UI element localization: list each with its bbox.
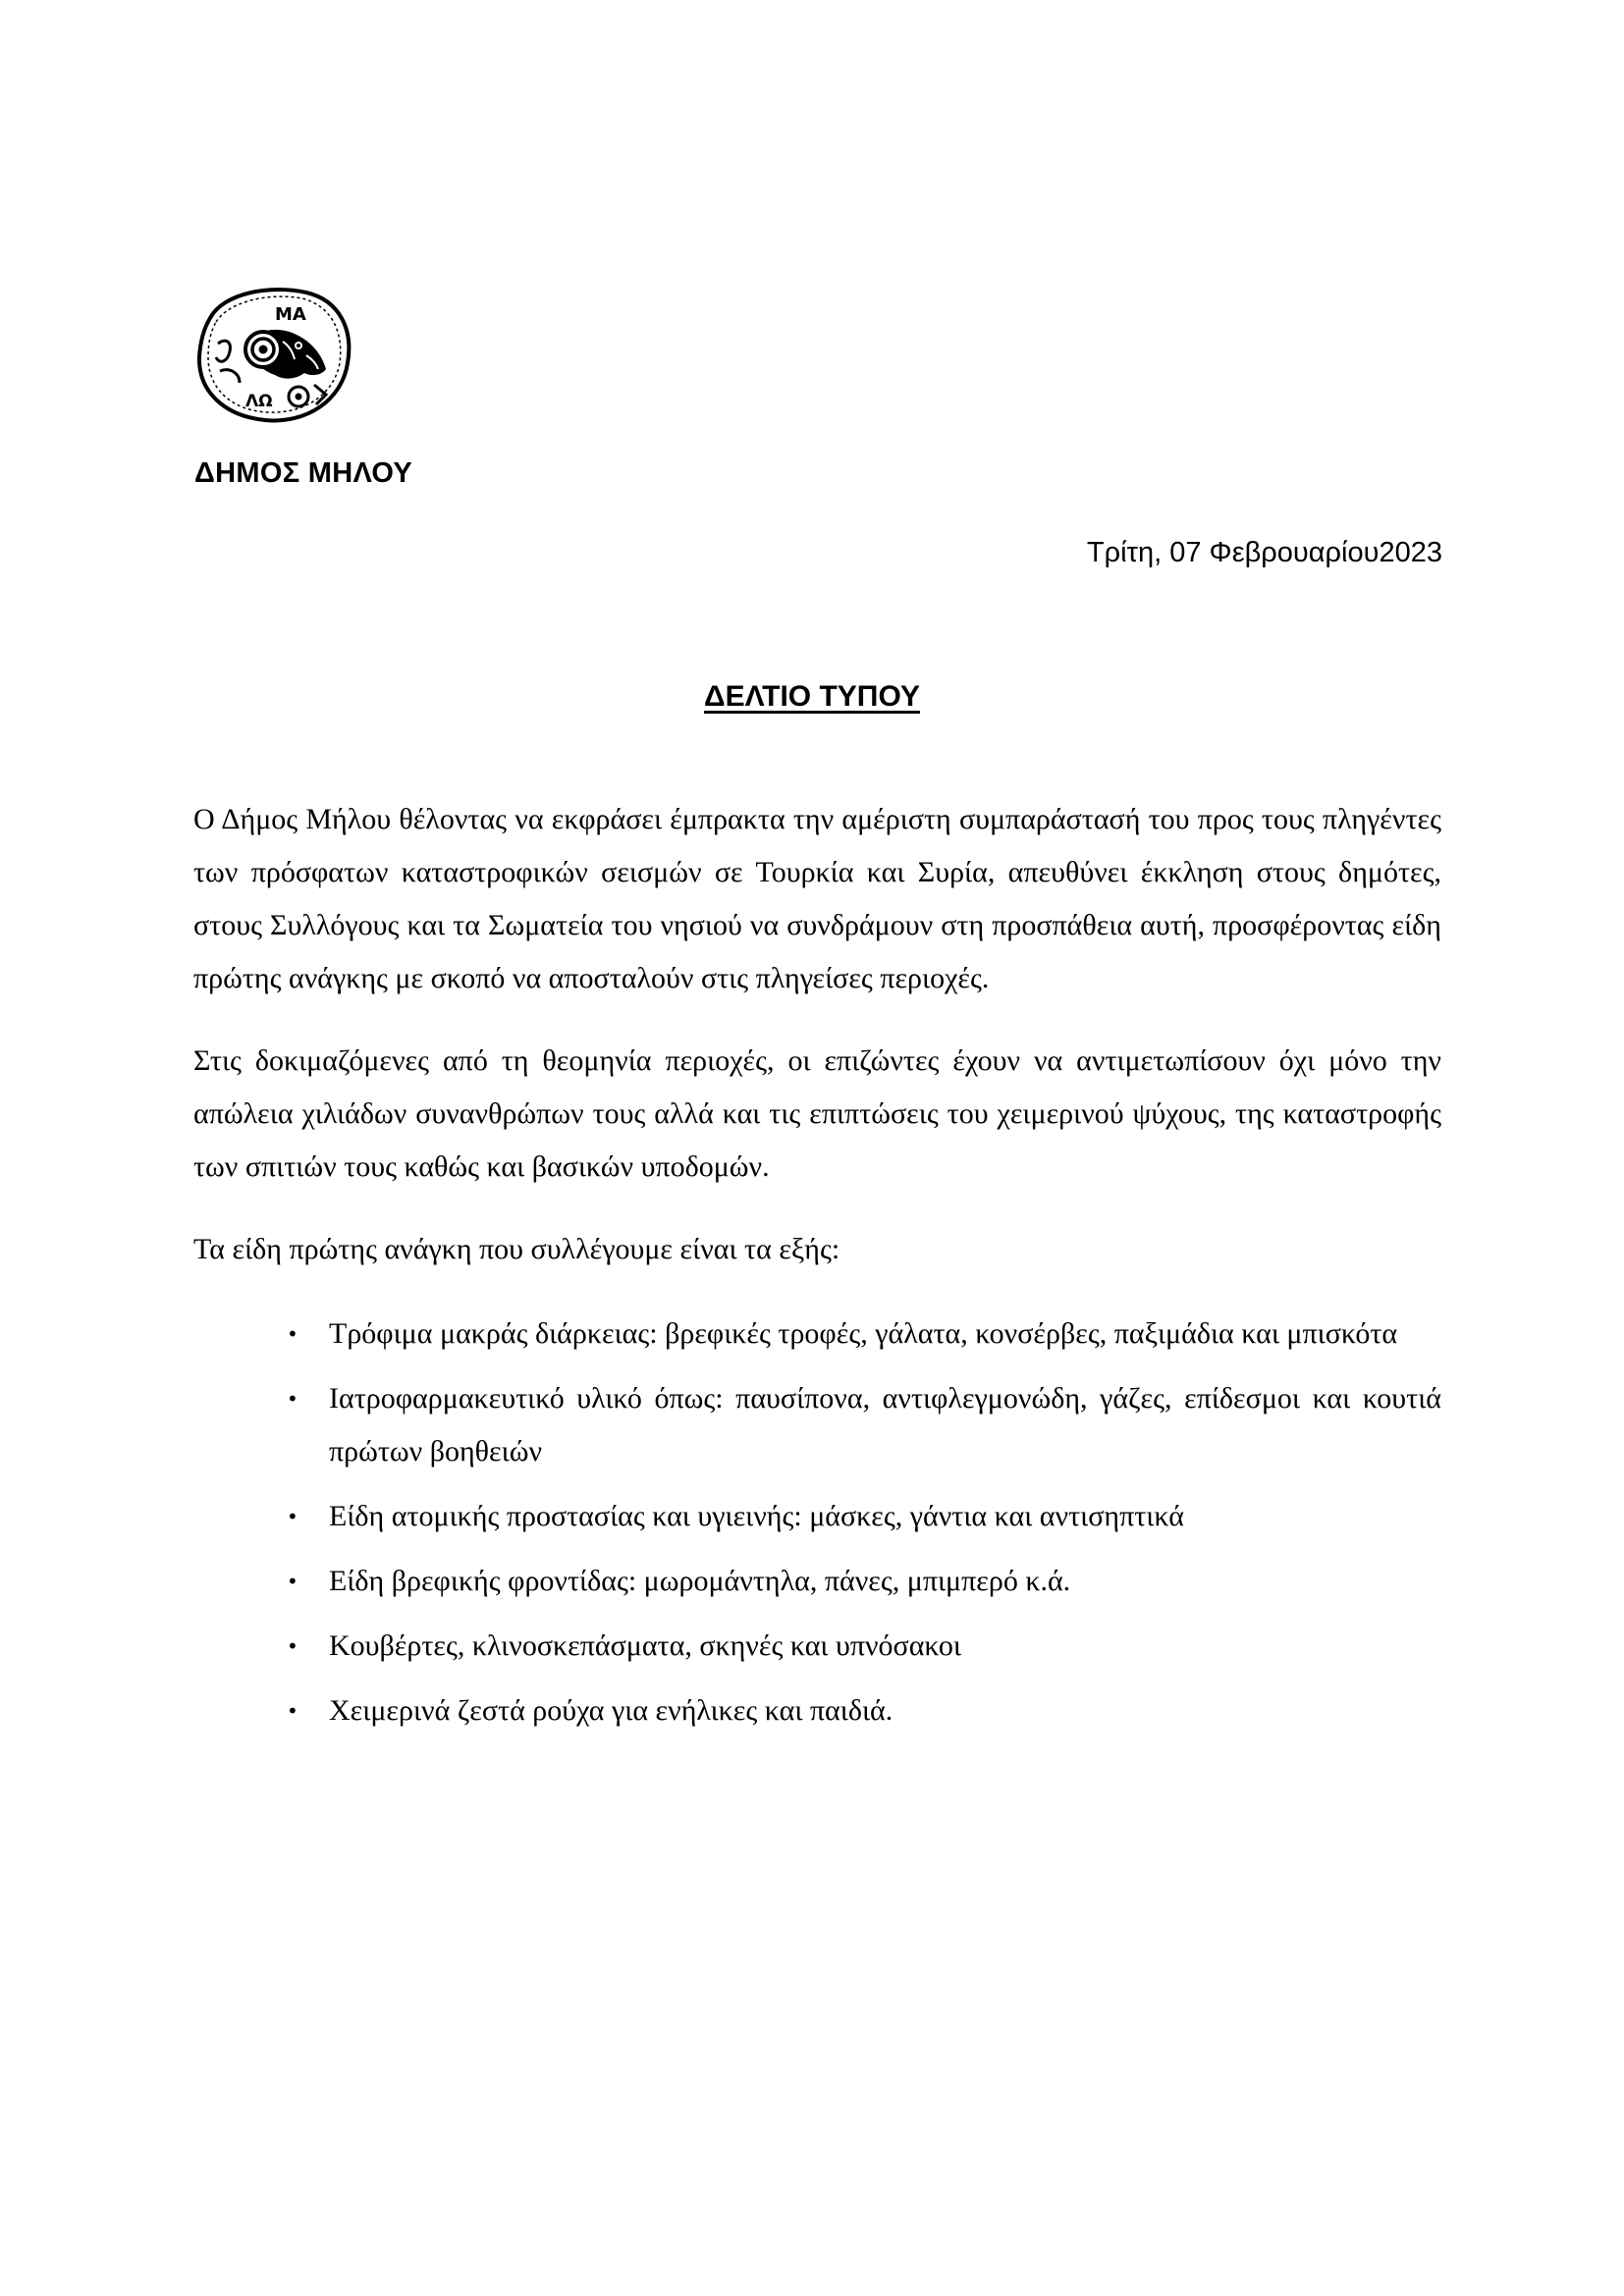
bullet-icon: • [287,1570,298,1593]
document-body [193,793,1441,1749]
bullet-icon: • [287,1387,298,1411]
document-title: ΔΕΛΤΙΟ ΤΥΠΟΥ [704,680,920,713]
list-item [287,1372,1441,1478]
list-item [287,1308,1441,1361]
list-intro: Τα είδη πρώτης ανάγκη που συλλέγουμε είναι τα εξής: [193,1233,840,1265]
paragraph-context: Στις δοκιμαζόμενες από τη θεομηνία περιοχές, οι επιζώντες έχουν να αντιμετωπίσουν όχι μόνο την απώλεια χιλιάδων συνανθρώπων τους αλλά και τις επιπτώσεις του χειμερινού ψύχους, της καταστροφής των σπιτιών τους καθώς και βασικών υποδομών. [193,1044,1441,1183]
bullet-icon: • [287,1634,298,1658]
list-item-text: Τρόφιμα μακράς διάρκειας: βρεφικές τροφές, γάλατα, κονσέρβες, παξιμάδια και μπισκότα [329,1317,1398,1350]
list-item-text: Είδη βρεφικής φροντίδας: μωρομάντηλα, πάνες, μπιμπερό κ.ά. [329,1565,1071,1597]
list-item-text: Χειμερινά ζεστά ρούχα για ενήλικες και παιδιά. [329,1694,893,1727]
list-item [287,1684,1441,1737]
list-item [287,1620,1441,1673]
svg-text:ΛΩ: ΛΩ [245,392,273,411]
needs-list [193,1308,1441,1737]
ram-coin-emblem-icon [196,287,352,424]
bullet-icon: • [287,1699,298,1723]
bullet-icon: • [287,1322,298,1346]
list-item-text: Είδη ατομικής προστασίας και υγιεινής: μάσκες, γάντια και αντισηπτικά [329,1500,1184,1532]
document-date: Τρίτη, 07 Φεβρουαρίου2023 [1086,537,1442,568]
list-item-text: Ιατροφαρμακευτικό υλικό όπως: παυσίπονα, αντιφλεγμονώδη, γάζες, επίδεσμοι και κουτιά πρώτων βοηθειών [329,1382,1441,1468]
list-item-text: Κουβέρτες, κλινοσκεπάσματα, σκηνές και υπνόσακοι [329,1629,961,1662]
list-item [287,1490,1441,1543]
organization-name: ΔΗΜΟΣ ΜΗΛΟΥ [194,457,413,489]
bullet-icon: • [287,1505,298,1528]
svg-text:ΜΑ: ΜΑ [275,304,306,325]
paragraph-appeal: Ο Δήμος Μήλου θέλοντας να εκφράσει έμπρακτα την αμέριστη συμπαράστασή του προς τους πληγέντες των πρόσφατων καταστροφικών σεισμών σε Τουρκία και Συρία, απευθύνει έκκληση στους δημότες, στους Συλλόγους και τα Σωματεία του νησιού να συνδράμουν στη προσπάθεια αυτή, προσφέροντας είδη πρώτης ανάγκης με σκοπό να αποσταλούν στις πληγείσες περιοχές. [193,803,1441,994]
list-item [287,1555,1441,1608]
